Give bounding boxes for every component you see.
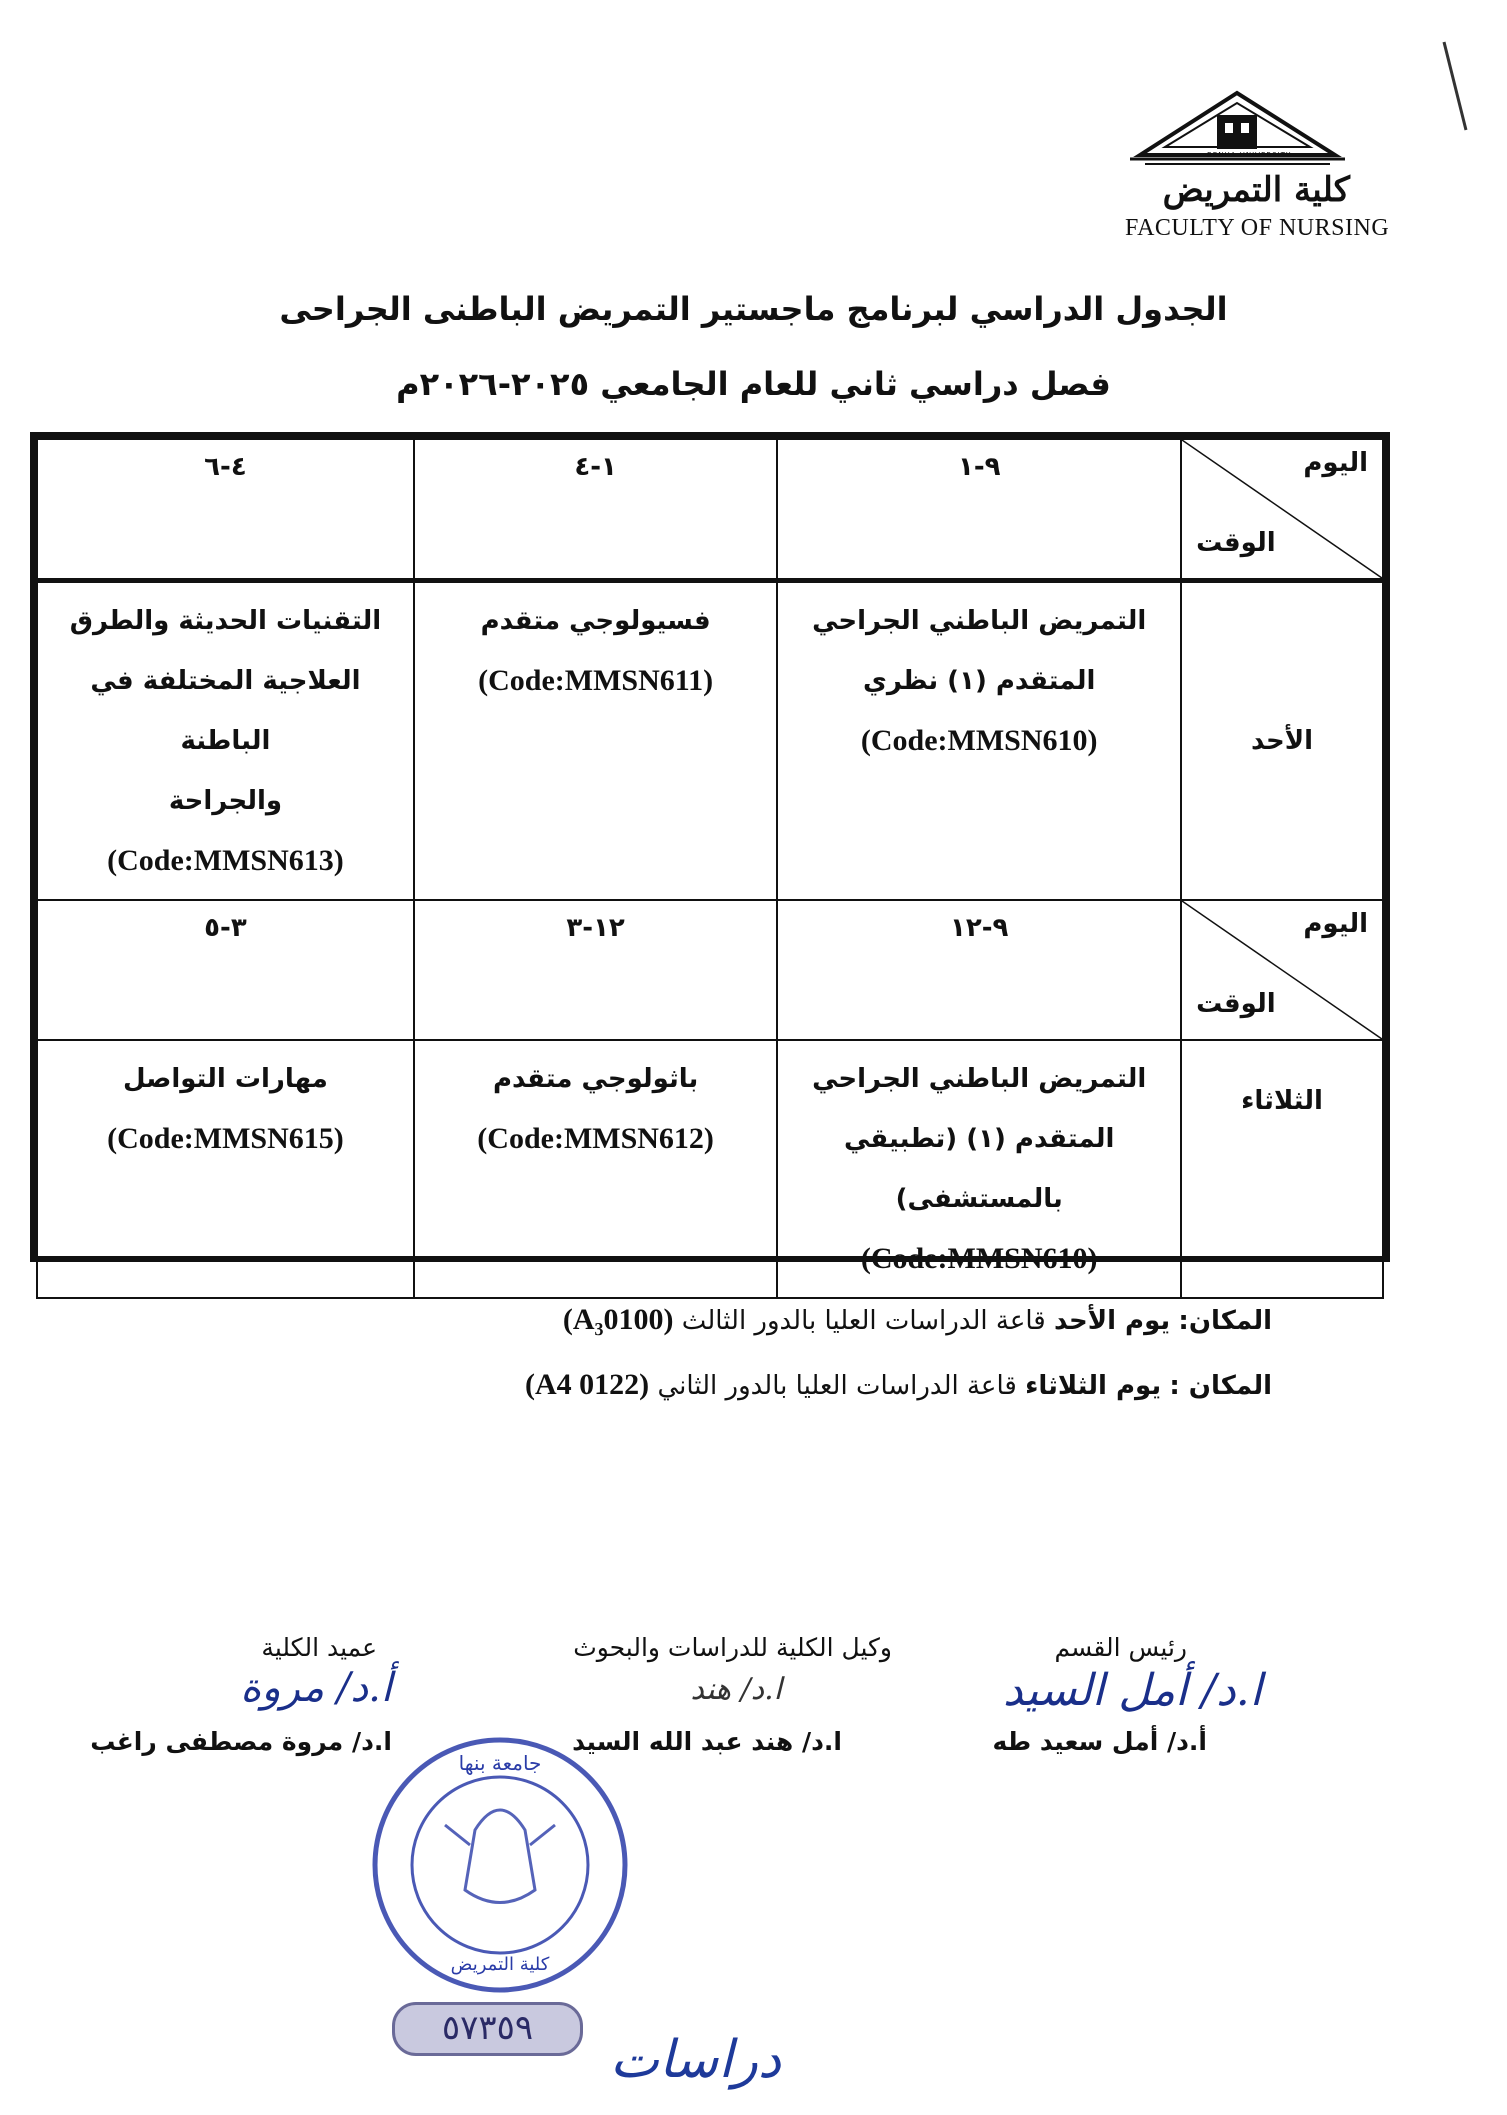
place-day: يوم الأحد [1053, 1306, 1171, 1336]
course-cell [414, 581, 777, 901]
vice-signature: ا.د/ هند [690, 1672, 782, 1707]
course-line: التقنيات الحديثة والطرق [69, 606, 382, 636]
corner-time-label: الوقت [1196, 528, 1276, 558]
sunday-time-row [37, 439, 1383, 581]
dean-signature: أ.د/ مروة [240, 1665, 392, 1711]
logo-arabic-text: كلية التمريض [1162, 170, 1350, 210]
time-slot: ٣-٥ [37, 900, 414, 1040]
stamp-ring-text: جامعة بنها [458, 1751, 542, 1775]
vice-dean-title: وكيل الكلية للدراسات والبحوث [573, 1633, 892, 1662]
tuesday-time-row [37, 900, 1383, 1040]
course-line: بالمستشفى) [895, 1184, 1063, 1214]
sunday-course-row [37, 581, 1383, 901]
course-code: (Code:MMSN615) [107, 1122, 344, 1155]
time-slot: ٩-١٢ [777, 900, 1181, 1040]
course-line: العلاجية المختلفة في الباطنة [90, 666, 361, 756]
tuesday-course-row [37, 1040, 1383, 1298]
course-code: (Code:MMSN613) [107, 844, 344, 877]
official-stamp-icon [365, 1730, 635, 2000]
corner-day-label: اليوم [1303, 448, 1368, 478]
head-of-dept-title: رئيس القسم [1054, 1633, 1187, 1662]
room-code: (A₃0100) [562, 1303, 674, 1336]
course-line: باثولوجي متقدم [492, 1064, 699, 1094]
place-label: المكان : [1169, 1371, 1272, 1401]
place-text: قاعة الدراسات العليا بالدور الثالث [681, 1306, 1046, 1336]
bottom-handwritten-note: دراسات [610, 2030, 782, 2090]
schedule-title: الجدول الدراسي لبرنامج ماجستير التمريض الباطنى الجراحى [279, 290, 1228, 328]
faculty-logo [1125, 85, 1390, 245]
vice-dean-name: ا.د/ هند عبد الله السيد [572, 1727, 842, 1756]
time-slot: ٩-١ [777, 439, 1181, 581]
place-text: قاعة الدراسات العليا بالدور الثاني [657, 1371, 1017, 1401]
time-slot: ١-٤ [414, 439, 777, 581]
time-slot: ١٢-٣ [414, 900, 777, 1040]
corner-day-label: اليوم [1303, 909, 1368, 939]
course-line: التمريض الباطني الجراحي [812, 1064, 1147, 1094]
course-line: التمريض الباطني الجراحي [812, 606, 1147, 636]
course-code: (Code:MMSN611) [478, 664, 714, 697]
corner-cell [1181, 439, 1383, 581]
day-tuesday: الثلاثاء [1181, 1040, 1383, 1298]
day-sunday: الأحد [1181, 581, 1383, 901]
corner-cell [1181, 900, 1383, 1040]
course-line: مهارات التواصل [122, 1064, 328, 1094]
place-label: المكان: [1178, 1306, 1272, 1336]
university-small-text: BENHA UNIVERSITY [1207, 151, 1292, 159]
course-code: (Code:MMSN612) [477, 1122, 714, 1155]
course-line: المتقدم (١) (تطبيقي [843, 1124, 1115, 1154]
course-cell [777, 581, 1181, 901]
head-of-dept-name: أ.د/ أمل سعيد طه [992, 1727, 1207, 1756]
time-slot: ٤-٦ [37, 439, 414, 581]
room-code: (A4 0122) [525, 1368, 650, 1401]
corner-pen-mark [1440, 38, 1470, 138]
course-cell [37, 581, 414, 901]
course-line: والجراحة [168, 786, 283, 816]
course-cell [37, 1040, 414, 1298]
schedule-table [30, 432, 1390, 1275]
course-line: فسيولوجي متقدم [480, 606, 711, 636]
serial-number-stamp: ٥٧٣٥٩ [392, 2002, 583, 2056]
logo-english-text: FACULTY OF NURSING [1125, 215, 1390, 241]
place-tuesday [525, 1368, 1272, 1402]
place-sunday [563, 1303, 1272, 1337]
dean-title: عميد الكلية [261, 1633, 377, 1662]
place-day: يوم الثلاثاء [1025, 1371, 1162, 1401]
course-code: (Code:MMSN610) [860, 724, 1098, 757]
course-cell [777, 1040, 1181, 1298]
course-cell [414, 1040, 777, 1298]
corner-time-label: الوقت [1196, 989, 1276, 1019]
stamp-bottom-text: كلية التمريض [450, 1954, 550, 1975]
dean-name: ا.د/ مروة مصطفى راغب [90, 1727, 392, 1756]
head-signature: ا.د/ أمل السيد [1003, 1665, 1262, 1716]
course-code: (Code:MMSN610) [860, 1242, 1098, 1275]
semester-title: فصل دراسي ثاني للعام الجامعي ٢٠٢٥-٢٠٢٦م [396, 365, 1111, 403]
course-line: المتقدم (١) نظري [863, 666, 1096, 696]
